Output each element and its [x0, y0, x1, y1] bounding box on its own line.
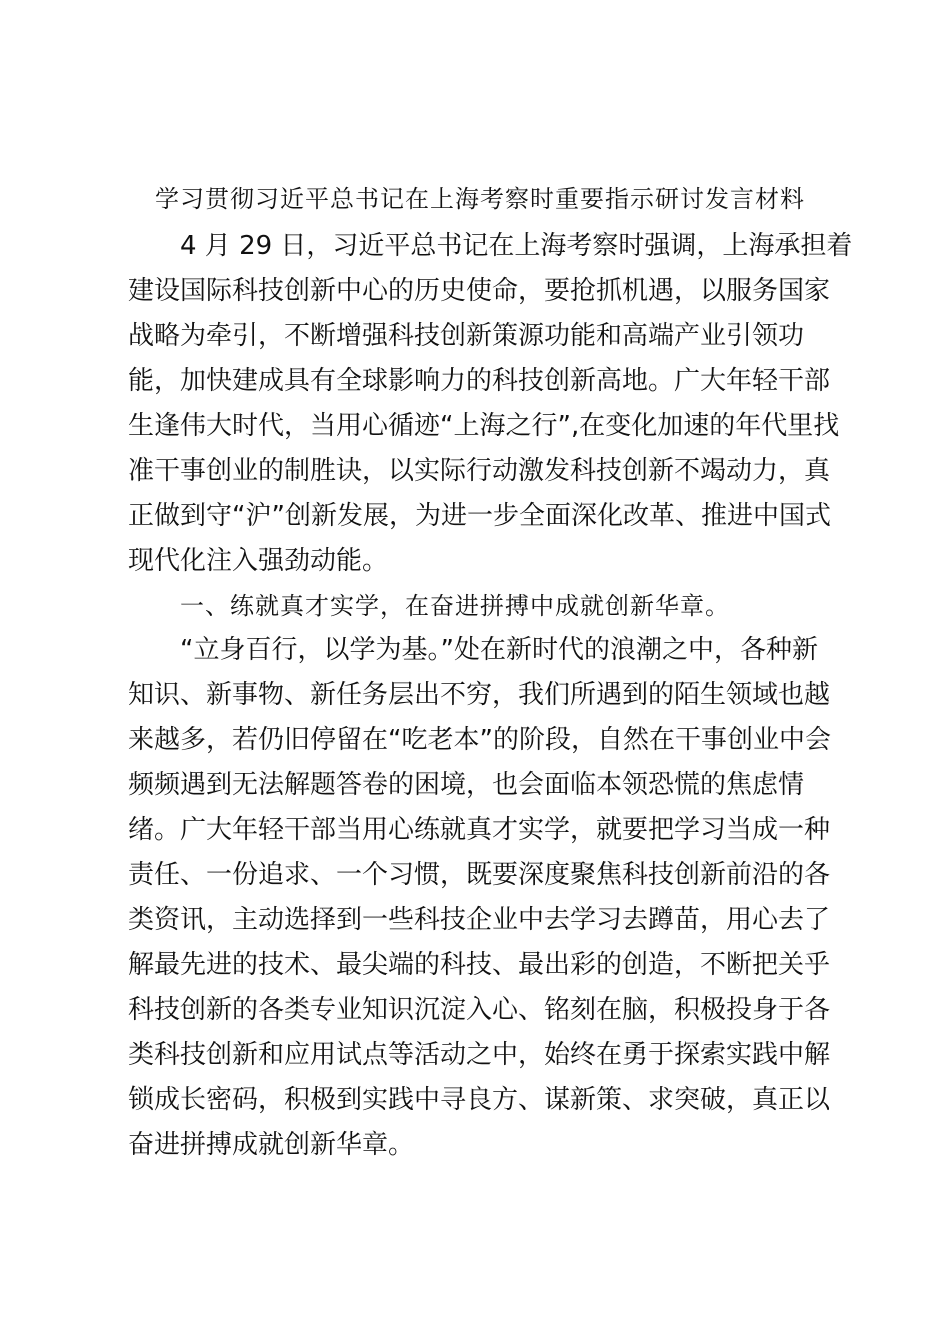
paragraph-line: 解最先进的技术、最尖端的科技、最出彩的创造，不断把关乎 — [128, 950, 831, 980]
paragraph-line: 现代化注入强劲动能。 — [128, 546, 389, 576]
paragraph-line: 绪。广大年轻干部当用心练就真才实学，就要把学习当成一种 — [128, 815, 831, 845]
paragraph-line: 战略为牵引，不断增强科技创新策源功能和高端产业引领功 — [128, 321, 805, 351]
paragraph-line: 类资讯，主动选择到一些科技企业中去学习去蹲苗，用心去了 — [128, 905, 831, 935]
paragraph-line: 知识、新事物、新任务层出不穷，我们所遇到的陌生领域也越 — [128, 680, 831, 710]
paragraph-line: 能，加快建成具有全球影响力的科技创新高地。广大年轻干部 — [128, 366, 831, 396]
paragraph-1 — [128, 224, 853, 584]
section-1-heading-block — [128, 584, 828, 629]
paragraph-line: 4 月 29 日，习近平总书记在上海考察时强调，上海承担着 — [180, 231, 853, 261]
document-title: 学习贯彻习近平总书记在上海考察时重要指示研讨发言材料 — [155, 185, 805, 213]
paragraph-line: 正做到守“沪”创新发展，为进一步全面深化改革、推进中国式 — [128, 501, 831, 531]
paragraph-line: 来越多，若仍旧停留在“吃老本”的阶段，自然在干事创业中会 — [128, 725, 831, 755]
section-1-heading: 一、练就真才实学，在奋进拼搏中成就创新华章。 — [180, 592, 730, 620]
paragraph-line: 类科技创新和应用试点等活动之中，始终在勇于探索实践中解 — [128, 1040, 831, 1070]
paragraph-line: 建设国际科技创新中心的历史使命，要抢抓机遇，以服务国家 — [128, 276, 831, 306]
paragraph-line: 频频遇到无法解题答卷的困境，也会面临本领恐慌的焦虑情 — [128, 770, 805, 800]
paragraph-2 — [128, 628, 831, 1168]
paragraph-line: 锁成长密码，积极到实践中寻良方、谋新策、求突破，真正以 — [128, 1085, 831, 1115]
paragraph-line: 生逢伟大时代，当用心循迹“上海之行”,在变化加速的年代里找 — [128, 411, 840, 441]
paragraph-line: 责任、一份追求、一个习惯，既要深度聚焦科技创新前沿的各 — [128, 860, 831, 890]
paragraph-line: 科技创新的各类专业知识沉淀入心、铭刻在脑，积极投身于各 — [128, 995, 831, 1025]
paragraph-line: “立身百行，以学为基。”处在新时代的浪潮之中，各种新 — [180, 635, 818, 665]
paragraph-line: 准干事创业的制胜诀，以实际行动激发科技创新不竭动力，真 — [128, 456, 831, 486]
paragraph-line: 奋进拼搏成就创新华章。 — [128, 1130, 415, 1160]
